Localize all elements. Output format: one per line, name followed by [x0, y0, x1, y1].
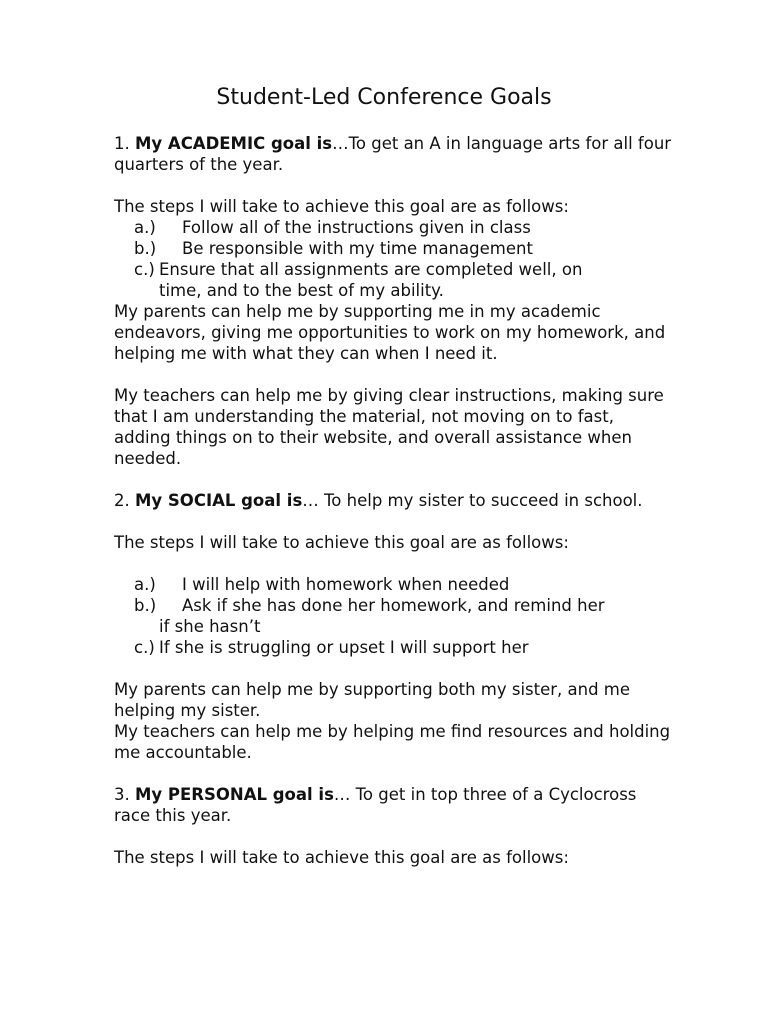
step-marker: a.)	[134, 218, 156, 237]
steps-intro: The steps I will take to achieve this goal are as follows:	[114, 197, 569, 216]
list-item	[114, 259, 674, 301]
list-item	[114, 238, 674, 259]
academic-steps-list	[114, 217, 674, 301]
goal-text: …To get an A in language arts for all four quarters of the year.	[114, 134, 672, 174]
goal-number: 2.	[114, 491, 135, 510]
step-text: Ask if she has done her homework, and remind her	[182, 596, 605, 615]
step-marker: b.)	[134, 239, 157, 258]
list-item	[114, 637, 674, 658]
teachers-help: My teachers can help me by giving clear instructions, making sure that I am understanding the material, not moving on to fast, adding things on to their website, and overall assistance when needed.	[114, 386, 664, 468]
social-steps-list	[114, 574, 674, 658]
step-text: Ensure that all assignments are completed well, on	[159, 260, 583, 279]
step-continuation: if she hasn’t	[159, 617, 261, 636]
goal-number: 1.	[114, 134, 135, 153]
step-text: Follow all of the instructions given in class	[182, 218, 531, 237]
academic-goal	[114, 133, 674, 175]
step-text: Be responsible with my time management	[182, 239, 533, 258]
step-text: I will help with homework when needed	[182, 575, 510, 594]
goal-text: … To get in top three of a Cyclocross race this year.	[114, 785, 637, 825]
teachers-help: My teachers can help me by helping me find resources and holding me accountable.	[114, 722, 671, 762]
goal-label: My PERSONAL goal is	[135, 785, 334, 804]
document-title: Student-Led Conference Goals	[216, 85, 552, 110]
step-marker: b.)	[134, 596, 157, 615]
step-marker: c.)	[134, 260, 155, 279]
list-item	[114, 574, 674, 595]
steps-intro: The steps I will take to achieve this goal are as follows:	[114, 848, 569, 867]
step-marker: a.)	[134, 575, 156, 594]
parents-help: My parents can help me by supporting me in my academic endeavors, giving me opportunities to work on my homework, and helping me with what they can when I need it.	[114, 302, 666, 363]
document-body	[114, 133, 674, 868]
goal-label: My ACADEMIC goal is	[135, 134, 333, 153]
steps-intro: The steps I will take to achieve this goal are as follows:	[114, 533, 569, 552]
goal-text: … To help my sister to succeed in school.	[302, 491, 643, 510]
step-continuation: time, and to the best of my ability.	[159, 281, 444, 300]
parents-help: My parents can help me by supporting both my sister, and me helping my sister.	[114, 680, 631, 720]
social-goal	[114, 490, 674, 511]
goal-label: My SOCIAL goal is	[135, 491, 303, 510]
step-marker: c.)	[134, 638, 155, 657]
goal-number: 3.	[114, 785, 135, 804]
personal-goal	[114, 784, 674, 826]
step-text: If she is struggling or upset I will support her	[159, 638, 529, 657]
list-item	[114, 595, 674, 637]
list-item	[114, 217, 674, 238]
